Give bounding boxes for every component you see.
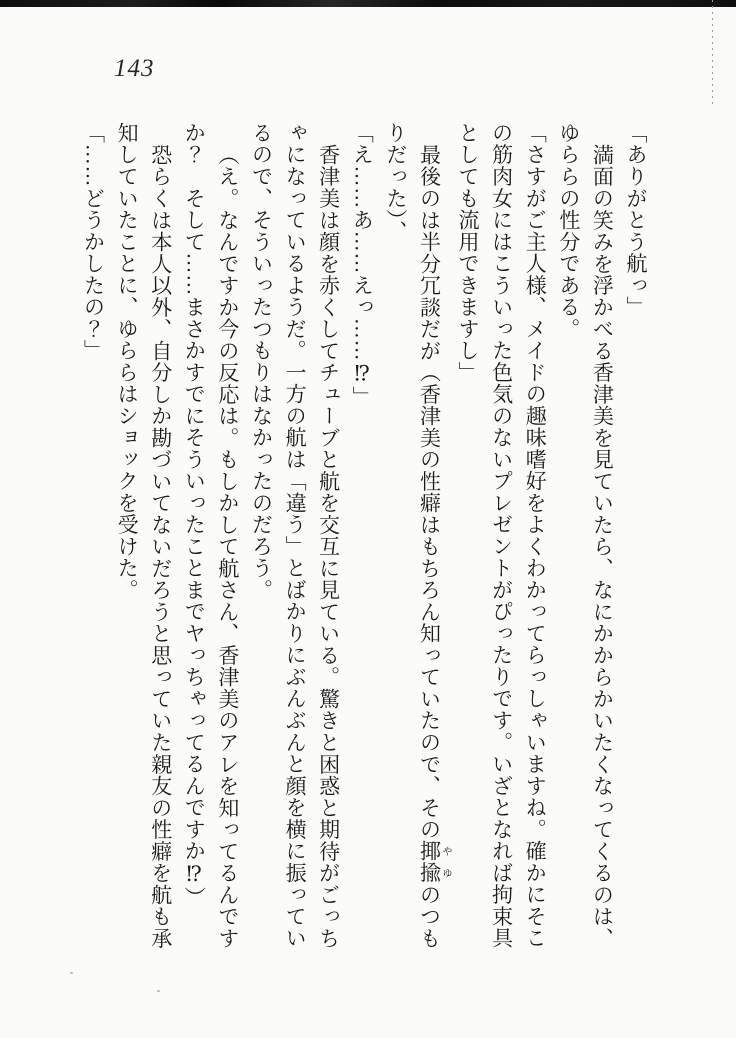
paragraph-dialogue: 「ありがとう航っ」 xyxy=(624,122,648,318)
narration-segment: のつもりだった）、 xyxy=(383,122,442,950)
paragraph-dialogue: 「……どうかしたの？」 xyxy=(81,122,106,362)
paragraph-narration: 恐らくは本人以外、自分しか勘づいてないだろうと思っていた親友の性癖を航も承知していたことに、ゆららはショックを受けた。 xyxy=(115,122,173,950)
furigana-text: やゆ xyxy=(439,840,451,884)
paragraph-narration: 満面の笑みを浮かべる香津美を見ていたら、なにかからかいたくなってくるのは、ゆららの性分である。 xyxy=(556,122,615,950)
paragraph-dialogue: 「え……あ……えっ……⁉」 xyxy=(350,122,375,408)
scan-speck xyxy=(157,990,160,992)
page-number: 143 xyxy=(114,55,155,82)
ruby-annotation xyxy=(417,840,451,884)
paragraph-thought: （え。なんですか今の反応は。もしかして航さん、香津美のアレを知ってるんですか？ そして……まさかすでにそういったことまでヤっちゃってるんですか⁉） xyxy=(182,122,240,950)
paragraph-narration xyxy=(378,122,450,954)
paragraph-dialogue: 「さすがご主人様、メイドの趣味嗜好をよくわかってらっしゃいますね。確かにそこの筋肉女にはこういった色気のないプレゼントがぴったりです。いざとなれば拘束具としても流用できますし」 xyxy=(456,122,548,949)
page-text xyxy=(76,122,652,954)
narration-segment: 最後のは半分冗談だが（香津美の性癖はもちろん知っていたので、その xyxy=(417,144,442,841)
ruby-base: 揶揄 xyxy=(417,840,442,884)
scan-dotted-line-artifact xyxy=(712,0,713,106)
scan-speck xyxy=(70,972,73,974)
scan-edge-artifact-top xyxy=(0,0,736,7)
paragraph-narration: 香津美は顔を赤くしてチューブと航を交互に見ている。驚きと困惑と期待がごっちゃになっているようだ。一方の航は「違う」とばかりにぶんぶんと顔を横に振っているので、そういったつもりはなかったのだろう。 xyxy=(249,122,341,950)
